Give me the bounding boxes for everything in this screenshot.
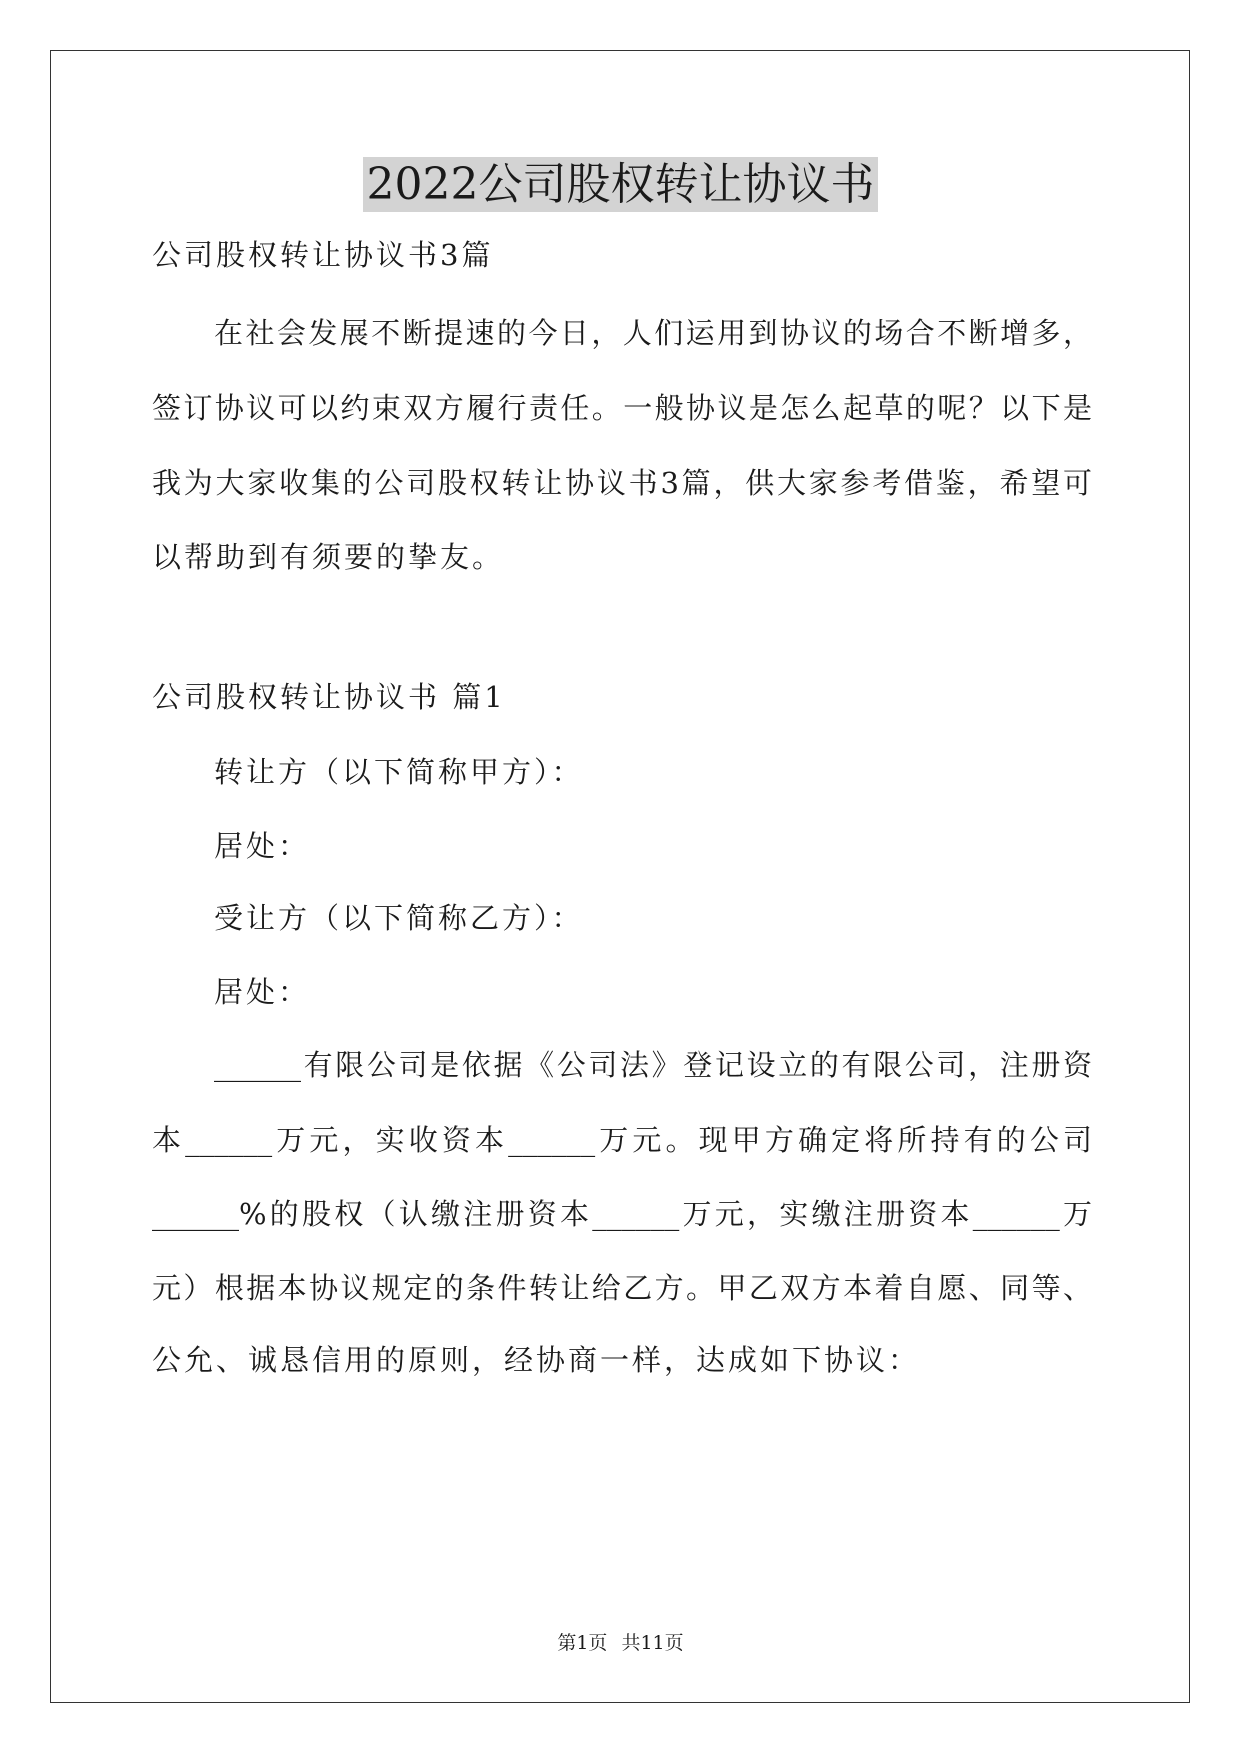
page-border — [50, 50, 1190, 1703]
transferor-label: 转让方（以下简称甲方）： — [214, 755, 584, 789]
paragraph-line: 在社会发展不断提速的今日，人们运用到协议的场合不断增多， — [214, 316, 1092, 350]
page-number: 第1页 — [557, 1632, 608, 1654]
paragraph-line: ______%的股权（认缴注册资本______万元，实缴注册资本______万 — [152, 1197, 1092, 1231]
document-title-text: 2022公司股权转让协议书 — [363, 157, 879, 212]
paragraph-line: 签订协议可以约束双方履行责任。一般协议是怎么起草的呢？以下是 — [152, 391, 1092, 425]
paragraph-line: 元）根据本协议规定的条件转让给乙方。甲乙双方本着自愿、同等、 — [152, 1271, 1092, 1305]
page-footer — [0, 1630, 1241, 1656]
paragraph-line: 公允、诚恳信用的原则，经协商一样，达成如下协议： — [152, 1343, 921, 1377]
transferee-address-label: 居处： — [214, 975, 311, 1009]
paragraph-line: 我为大家收集的公司股权转让协议书3篇，供大家参考借鉴，希望可 — [152, 466, 1092, 500]
transferee-label: 受让方（以下简称乙方）： — [214, 901, 584, 935]
paragraph-line: 以帮助到有须要的挚友。 — [152, 540, 505, 574]
paragraph-line: ______有限公司是依据《公司法》登记设立的有限公司，注册资 — [214, 1048, 1092, 1082]
subtitle-line: 公司股权转让协议书3篇 — [152, 238, 494, 272]
document-title — [0, 155, 1241, 215]
paragraph-line: 本______万元，实收资本______万元。现甲方确定将所持有的公司 — [152, 1123, 1092, 1157]
page-total: 共11页 — [621, 1632, 684, 1654]
section-heading: 公司股权转让协议书 篇1 — [152, 680, 506, 714]
transferor-address-label: 居处： — [214, 829, 311, 863]
